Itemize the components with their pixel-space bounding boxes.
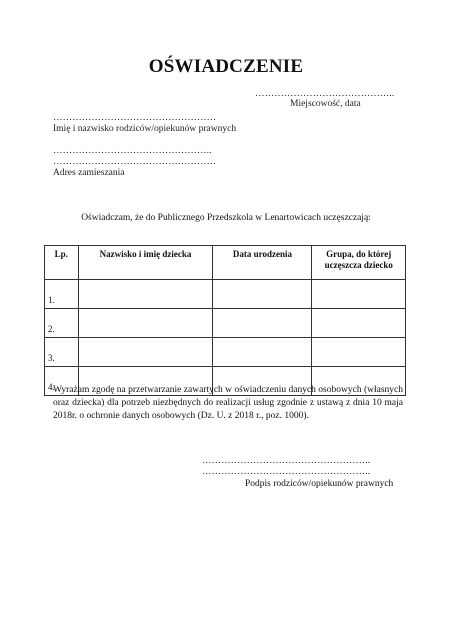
table-header-row [45, 246, 406, 280]
group-cell[interactable] [312, 280, 406, 309]
consent-paragraph: Wyrażam zgodę na przetwarzanie zawartych w oświadczeniu danych osobowych (własnych oraz dziecka) dla potrzeb niezbędnych do realizacji usług zgodnie z ustawą z dnia 10 maja 2018r. o ochronie danych osobowych (Dz. U. z 2018 r., poz. 1000). [53, 385, 403, 421]
header-group: Grupa, do której uczęszcza dziecko [312, 246, 406, 280]
birth-date-cell[interactable] [213, 309, 312, 338]
signature-label: Podpis rodziców/opiekunów prawnych [245, 479, 394, 489]
signature-line-2: …………………………………………….. [202, 467, 371, 477]
address-label: Adres zamieszania [53, 168, 125, 178]
group-cell[interactable] [312, 338, 406, 367]
group-cell[interactable] [312, 309, 406, 338]
header-lp: Lp. [45, 246, 79, 280]
row-number: 4. [45, 367, 79, 396]
birth-date-cell[interactable] [213, 280, 312, 309]
child-name-cell[interactable] [78, 338, 213, 367]
parent-name-line: …………………………………………… [53, 113, 217, 123]
children-table [44, 245, 406, 396]
document-title: OŚWIADCZENIE [148, 56, 304, 77]
birth-date-cell[interactable] [213, 338, 312, 367]
table-row [45, 338, 406, 367]
header-birth-date: Data urodzenia [213, 246, 312, 280]
address-line-1: ………………………………………….. [53, 146, 212, 156]
table-row [45, 309, 406, 338]
child-name-cell[interactable] [78, 309, 213, 338]
child-name-cell[interactable] [78, 280, 213, 309]
row-number: 1. [45, 280, 79, 309]
row-number: 3. [45, 338, 79, 367]
place-date-line: …………………………………….. [255, 89, 395, 99]
signature-line-1: …………………………………………….. [202, 456, 371, 466]
table-row [45, 280, 406, 309]
statement-text: Oświadczam, że do Publicznego Przedszkola w Lenartowicach uczęszczają: [81, 213, 371, 223]
parent-name-label: Imię i nazwisko rodziców/opiekunów prawnych [53, 124, 237, 134]
row-number: 2. [45, 309, 79, 338]
header-child-name: Nazwisko i imię dziecka [78, 246, 213, 280]
address-line-2: …………………………………………… [53, 157, 217, 167]
place-date-label: Miejscowość, data [290, 99, 361, 109]
